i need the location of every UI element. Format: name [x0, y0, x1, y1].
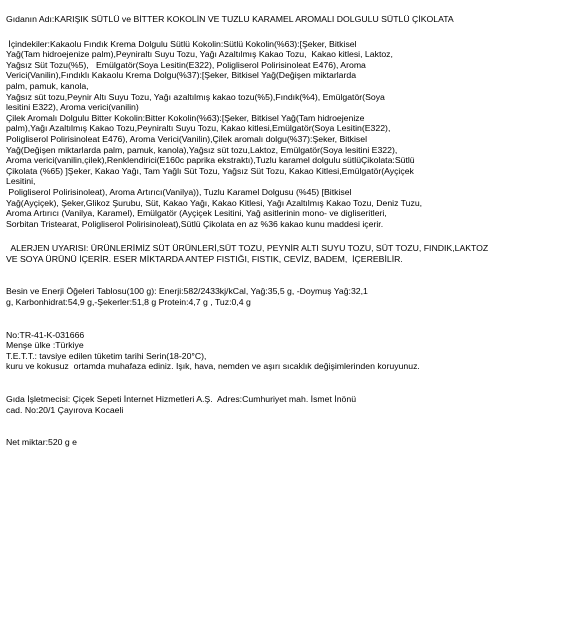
operator-line: Gıda İşletmecisi: Çiçek Sepeti İnternet Hizmetleri A.Ş. Adres:Cumhuriyet mah. İsmet İnönü: [6, 394, 357, 405]
ingredients-line: Aroma Artırıcı (Vanilya, Karamel), Emülgatör (Ayçiçek Lesitini, Yağ asitlerinin mono- ve digliseritleri,: [6, 208, 387, 219]
storage-line: T.E.T.T.: tavsiye edilen tüketim tarihi Serin(18-20°C),: [6, 350, 207, 361]
ingredients-line: lesitini E322), Aroma verici(vanilin): [6, 102, 139, 113]
product-name: Gıdanın Adı:KARIŞIK SÜTLÜ ve BİTTER KOKOLİN VE TUZLU KARAMEL AROMALI DOLGULU SÜTLÜ ÇİKOLATA: [6, 14, 454, 24]
operator-line: cad. No:20/1 Çayırova Kocaeli: [6, 404, 124, 415]
spacer: [6, 415, 576, 437]
product-label-document: [6, 14, 576, 448]
net-weight: Net miktar:520 g e: [6, 437, 77, 448]
allergen-line: VE SOYA ÜRÜNÜ İÇERİR. ESER MİKTARDA ANTEP FISTIĞI, FISTIK, CEVİZ, BADEM, İÇEREBİLİR.: [6, 253, 403, 264]
spacer: [6, 264, 576, 286]
allergen-warning: [6, 243, 576, 264]
ingredients-line: Lesitini,: [6, 176, 36, 187]
spacer: [6, 372, 576, 394]
spacer: [6, 308, 576, 330]
nutrition-line: Besin ve Enerji Öğeleri Tablosu(100 g): Enerji:582/2433kj/kCal, Yağ:35,5 g, -Doymuş Yağ:32,1: [6, 286, 368, 297]
origin-storage: [6, 330, 576, 372]
ingredients-line: palm),Yağı Azaltılmış Kakao Tozu,Peyniraltı Suyu Tozu, Kakao kitlesi,Emülgatör(Soya Lesitin(E322),: [6, 123, 391, 134]
ingredients-line: Yağsız süt tozu,Peynir Altı Suyu Tozu, Yağı azaltılmış kakao tozu(%5),Fındık(%4), Emülgatör(Soya: [6, 91, 385, 102]
registration-number: No:TR-41-K-031666: [6, 329, 85, 340]
ingredients-line: Çilek Aromalı Dolgulu Bitter Kokolin:Bitter Kokolin(%63):[Şeker, Bitkisel Yağ(Tam hidroejenize: [6, 112, 365, 123]
spacer: [6, 229, 576, 243]
ingredients-section: [6, 39, 576, 230]
nutrition-facts: [6, 286, 576, 307]
ingredients-line: Yağ(Tam hidroejenize palm),Peyniraltı Suyu Tozu, Yağı Azaltılmış Kakao Tozu, Kakao kitlesi, Laktoz,: [6, 49, 393, 60]
ingredients-line: Yağsız Süt Tozu(%5), Emülgatör(Soya Lesitin(E322), Poligliserol Polirisinoleat E476), Aroma: [6, 59, 366, 70]
ingredients-line: Poligliserol Polirisinoleat E476), Aroma Verici(Vanilin),Çilek aromalı dolgu(%37):Şeker, Bitkisel: [6, 133, 368, 144]
ingredients-line: Yağ(Değişen miktarlarda palm, pamuk, kanola),Yağsız süt tozu,Laktoz, Emülgatör(Soya lesitini E322),: [6, 144, 398, 155]
ingredients-line: İçindekiler:Kakaolu Fındık Krema Dolgulu Sütlü Kokolin:Sütlü Kokolin(%63):[Şeker, Bitkisel: [6, 38, 357, 49]
food-operator: [6, 394, 576, 415]
spacer: [6, 25, 576, 39]
ingredients-line: Çikolata (%65) ]Şeker, Kakao Yağı, Tam Yağlı Süt Tozu, Yağsız Süt Tozu, Kakao Kitlesi,Emülgatör(Ayçiçek: [6, 165, 414, 176]
allergen-line: ALERJEN UYARISI: ÜRÜNLERİMİZ SÜT ÜRÜNLERİ,SÜT TOZU, PEYNİR ALTI SUYU TOZU, SÜT TOZU, FINDIK,LAKTOZ: [6, 243, 489, 254]
ingredients-line: Aroma verici(vanilin,çilek),Renklendirici(E160c paprika ekstraktı),Tuzlu karamel dolgulu sütlüÇikolata:Sütlü: [6, 155, 415, 166]
ingredients-line: Verici(Vanilin),Fındıklı Kakaolu Krema Dolgu(%37):[Şeker, Bitkisel Yağ(Değişen miktarlarda: [6, 70, 357, 81]
ingredients-line: Sorbitan Tristearat, Poligliserol Polirisinoleat),Sütlü Çikolata en az %36 kakao kunu maddesi içerir.: [6, 218, 384, 229]
storage-line: kuru ve kokusuz ortamda muhafaza ediniz. Işık, hava, nemden ve aşırı sıcaklık değişimlerinden koruyunuz.: [6, 361, 420, 372]
nutrition-line: g, Karbonhidrat:54,9 g,-Şekerler:51,8 g Protein:4,7 g , Tuz:0,4 g: [6, 297, 251, 308]
ingredients-line: Poligliserol Polirisinoleat), Aroma Artırıcı(Vanilya)), Tuzlu Karamel Dolgusu (%45) [Bitkisel: [6, 186, 352, 197]
country-of-origin: Menşe ülke :Türkiye: [6, 340, 84, 351]
ingredients-line: Yağ(Ayçiçek), Şeker,Glikoz Şurubu, Süt, Kakao Yağı, Kakao Kitlesi, Yağı Azaltılmış Kakao Tozu, Deniz Tuzu,: [6, 197, 423, 208]
ingredients-line: palm, pamuk, kanola,: [6, 80, 89, 91]
